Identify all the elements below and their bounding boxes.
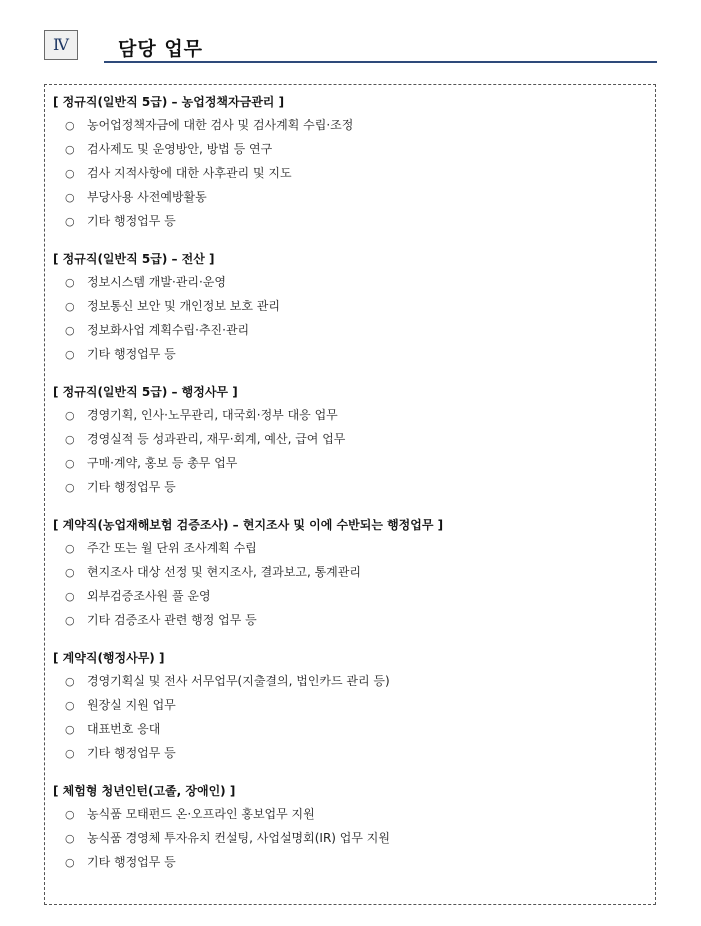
item-text: 농식품 모태펀드 온·오프라인 홍보업무 지원 <box>87 807 315 821</box>
list-item <box>53 741 647 765</box>
item-text: 기타 행정업무 등 <box>87 480 176 494</box>
bullet-icon: ○ <box>65 433 75 446</box>
duty-group <box>53 780 647 874</box>
item-text: 농어업정책자금에 대한 검사 및 검사계획 수립·조정 <box>87 118 354 132</box>
list-item <box>53 270 647 294</box>
list-item <box>53 113 647 137</box>
item-text: 경영기획, 인사·노무관리, 대국회·정부 대응 업무 <box>87 408 338 422</box>
bullet-icon: ○ <box>65 300 75 313</box>
list-item <box>53 342 647 366</box>
item-text: 경영기획실 및 전사 서무업무(지출결의, 법인카드 관리 등) <box>87 674 390 688</box>
item-text: 경영실적 등 성과관리, 재무·회계, 예산, 급여 업무 <box>87 432 346 446</box>
list-item <box>53 403 647 427</box>
bullet-icon: ○ <box>65 348 75 361</box>
item-text: 현지조사 대상 선정 및 현지조사, 결과보고, 통계관리 <box>87 565 361 579</box>
duty-group <box>53 248 647 366</box>
item-text: 외부검증조사원 풀 운영 <box>87 589 211 603</box>
item-text: 부당사용 사전예방활동 <box>87 190 207 204</box>
item-text: 주간 또는 월 단위 조사계획 수립 <box>87 541 257 555</box>
bullet-icon: ○ <box>65 167 75 180</box>
duty-group <box>53 647 647 765</box>
item-text: 정보통신 보안 및 개인정보 보호 관리 <box>87 299 280 313</box>
bullet-icon: ○ <box>65 324 75 337</box>
bullet-icon: ○ <box>65 457 75 470</box>
group-title: [ 정규직(일반직 5급) – 농업정책자금관리 ] <box>53 95 285 109</box>
list-item <box>53 560 647 584</box>
list-item <box>53 451 647 475</box>
item-text: 대표번호 응대 <box>87 722 161 736</box>
item-text: 기타 행정업무 등 <box>87 214 176 228</box>
bullet-icon: ○ <box>65 856 75 869</box>
list-item <box>53 693 647 717</box>
duty-group <box>53 381 647 499</box>
bullet-icon: ○ <box>65 409 75 422</box>
item-text: 기타 행정업무 등 <box>87 855 176 869</box>
list-item <box>53 536 647 560</box>
bullet-icon: ○ <box>65 614 75 627</box>
item-text: 기타 검증조사 관련 행정 업무 등 <box>87 613 257 627</box>
bullet-icon: ○ <box>65 723 75 736</box>
list-item <box>53 584 647 608</box>
item-text: 농식품 경영체 투자유치 컨설팅, 사업설명회(IR) 업무 지원 <box>87 831 390 845</box>
heading-underline <box>104 61 657 63</box>
bullet-icon: ○ <box>65 675 75 688</box>
bullet-icon: ○ <box>65 119 75 132</box>
duties-box <box>44 84 656 905</box>
group-title: [ 정규직(일반직 5급) – 전산 ] <box>53 252 215 266</box>
bullet-icon: ○ <box>65 566 75 579</box>
list-item <box>53 209 647 233</box>
item-text: 기타 행정업무 등 <box>87 746 176 760</box>
list-item <box>53 608 647 632</box>
list-item <box>53 294 647 318</box>
list-item <box>53 318 647 342</box>
item-text: 구매·계약, 홍보 등 총무 업무 <box>87 456 238 470</box>
item-text: 원장실 지원 업무 <box>87 698 176 712</box>
list-item <box>53 826 647 850</box>
bullet-icon: ○ <box>65 808 75 821</box>
item-text: 검사 지적사항에 대한 사후관리 및 지도 <box>87 166 292 180</box>
bullet-icon: ○ <box>65 590 75 603</box>
section-title: 담당 업무 <box>118 38 204 60</box>
list-item <box>53 475 647 499</box>
group-title: [ 정규직(일반직 5급) – 행정사무 ] <box>53 385 238 399</box>
list-item <box>53 850 647 874</box>
item-text: 정보화사업 계획수립·추진·관리 <box>87 323 250 337</box>
section-header <box>44 28 657 64</box>
list-item <box>53 669 647 693</box>
bullet-icon: ○ <box>65 191 75 204</box>
item-text: 검사제도 및 운영방안, 방법 등 연구 <box>87 142 273 156</box>
list-item <box>53 427 647 451</box>
group-title: [ 계약직(행정사무) ] <box>53 651 165 665</box>
bullet-icon: ○ <box>65 276 75 289</box>
bullet-icon: ○ <box>65 143 75 156</box>
duty-group <box>53 514 647 632</box>
list-item <box>53 717 647 741</box>
duty-group <box>53 91 647 233</box>
group-title: [ 체험형 청년인턴(고졸, 장애인) ] <box>53 784 236 798</box>
list-item <box>53 185 647 209</box>
bullet-icon: ○ <box>65 481 75 494</box>
bullet-icon: ○ <box>65 832 75 845</box>
bullet-icon: ○ <box>65 542 75 555</box>
list-item <box>53 137 647 161</box>
item-text: 기타 행정업무 등 <box>87 347 176 361</box>
list-item <box>53 161 647 185</box>
bullet-icon: ○ <box>65 699 75 712</box>
group-title: [ 계약직(농업재해보험 검증조사) – 현지조사 및 이에 수반되는 행정업무 ] <box>53 518 444 532</box>
item-text: 정보시스템 개발·관리·운영 <box>87 275 226 289</box>
section-number-badge: Ⅳ <box>44 30 78 60</box>
bullet-icon: ○ <box>65 747 75 760</box>
bullet-icon: ○ <box>65 215 75 228</box>
list-item <box>53 802 647 826</box>
